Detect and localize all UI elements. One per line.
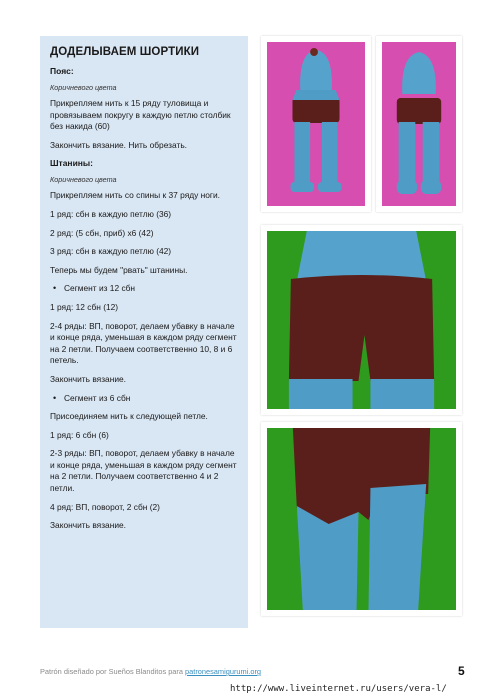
watermark-url: http://www.liveinternet.ru/users/vera-l/: [230, 684, 447, 694]
footer-credit-text: Patrón diseñado por Sueños Blanditos para: [40, 667, 186, 676]
photo-shorts-closeup: [261, 225, 462, 415]
photo-front-view: [261, 36, 371, 212]
belt-paragraph: Прикрепляем нить к 15 ряду туловища и провязываем покругу в каждую петлю столбик без накида (60): [50, 98, 231, 132]
footer-link[interactable]: patronesamigurumi.org: [185, 667, 262, 676]
belt-heading: Пояс:: [50, 66, 74, 76]
photo-legs-closeup: [261, 422, 462, 616]
pants-paragraph: 2-4 ряды: ВП, поворот, делаем убавку в начале и конце ряда, уменьшая в каждом ряду сегмент на 2 петли. Получаем соответственно 10, 8 и 6 петель.: [50, 320, 237, 366]
page-number: 5: [458, 664, 465, 678]
pants-paragraph: 1 ряд: сбн в каждую петлю (36): [50, 208, 172, 219]
pants-paragraph: Присоединяем нить к следующей петле.: [50, 411, 208, 422]
pants-paragraph: 3 ряд: сбн в каждую петлю (42): [50, 246, 172, 257]
pants-paragraph: Закончить вязание.: [50, 520, 127, 531]
footer-credit: [40, 667, 261, 676]
instructions-panel: [40, 36, 248, 628]
photo-back-view: [376, 36, 462, 212]
belt-color-note: Коричневого цвета: [50, 83, 117, 92]
section-title: ДОДЕЛЫВАЕМ ШОРТИКИ: [50, 46, 200, 58]
pants-heading: Штанины:: [50, 158, 94, 169]
pants-paragraph: 1 ряд: 6 сбн (6): [50, 429, 109, 440]
pants-paragraph: Прикрепляем нить со спины к 37 ряду ноги.: [50, 190, 220, 201]
pants-paragraph: Теперь мы будем "рвать" штанины.: [50, 264, 188, 275]
segment-bullet: • Сегмент из 6 сбн: [50, 393, 240, 405]
pants-paragraph: 2 ряд: (5 сбн, приб) х6 (42): [50, 227, 154, 238]
pants-paragraph: Закончить вязание.: [50, 373, 127, 384]
pants-paragraph: 2-3 ряды: ВП, поворот, делаем убавку в начале и конце ряда, уменьшая в каждом ряду сегмент на 2 петли. Получаем соответственно 4 и 2 петли.: [50, 448, 237, 494]
pants-paragraph: 4 ряд: ВП, поворот, 2 сбн (2): [50, 501, 160, 512]
segment-bullet: • Сегмент из 12 сбн: [50, 283, 240, 295]
belt-paragraph: Закончить вязание. Нить обрезать.: [50, 139, 188, 150]
pants-color-note: Коричневого цвета: [50, 175, 117, 185]
pants-paragraph: 1 ряд: 12 сбн (12): [50, 301, 119, 312]
